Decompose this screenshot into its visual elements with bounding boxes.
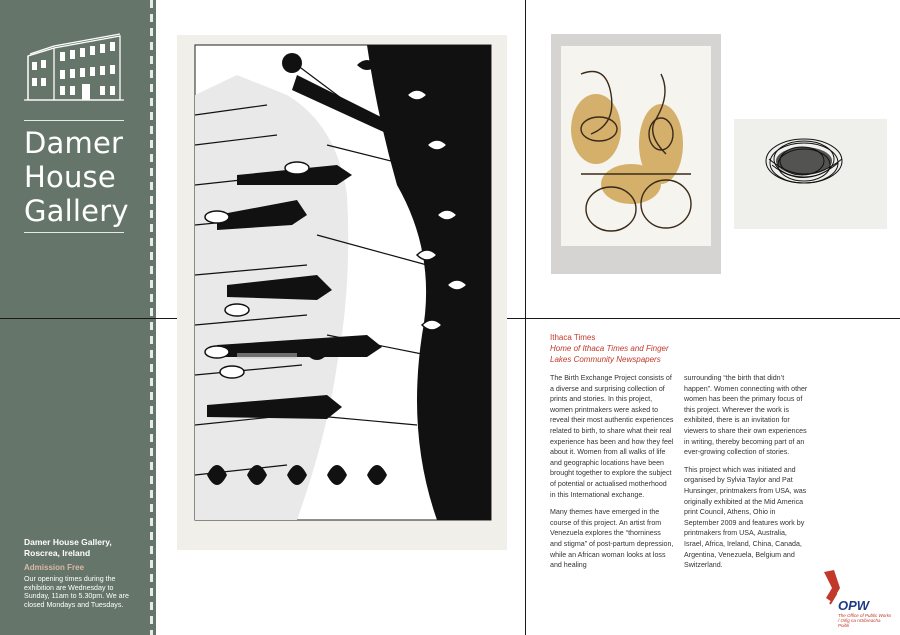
- gallery-address: [24, 537, 139, 559]
- opening-hours: Our opening times during the exhibition are Wednesday to Sunday, 11am to 5.30pm. We are closed Mondays and Tuesdays.: [24, 575, 129, 609]
- gallery-title: [24, 126, 129, 228]
- source-name: Ithaca Times: [550, 333, 596, 342]
- title-rule-top: [24, 120, 124, 121]
- admission-label: Admission Free: [24, 563, 85, 572]
- gallery-title-line-3: Gallery: [24, 194, 129, 228]
- gallery-title-line-1: Damer: [24, 126, 124, 160]
- title-rule-bottom: [24, 232, 124, 233]
- column-2-paragraph-2: This project which was initiated and organised by Sylvia Taylor and Pat Hunsinger, printmakers from USA, was originally exhibited at the Mid America print Council, Athens, Ohio in September 2009 and features work by printmakers from USA, Australia, Israel, Africa, Ireland, China, Canada, Argentina, Venezuela, Belgium and Switzerland.: [684, 465, 807, 570]
- damer-house-building-icon: [24, 26, 124, 104]
- address-line-1: Damer House Gallery,: [24, 537, 112, 547]
- article-column-1: [550, 373, 674, 578]
- opw-logo-subtitle: The Office of Public Works / Oifig na nOibreacha Poiblí: [838, 613, 892, 628]
- article-column-2: [684, 373, 808, 578]
- linocut-print-image: [177, 35, 507, 550]
- column-1-paragraph-1: The Birth Exchange Project consists of a diverse and surprising collection of prints and stories. In this project, women printmakers were asked to reveal their most authentic experiences related to birth, to share what their real experience has been and how they feel about it. Women from all walks of life and geographic locations have been brought together to explore the subject of potential or actualised motherhood in this International exchange.: [550, 374, 674, 499]
- opw-logo-text: OPW: [838, 598, 870, 613]
- gallery-title-line-2: House: [24, 160, 116, 194]
- source-subtitle: Home of Ithaca Times and Finger Lakes Community Newspapers: [550, 344, 669, 364]
- abstract-print-image: [551, 34, 721, 274]
- scribble-nest-print-image: [734, 119, 887, 229]
- address-line-2: Roscrea, Ireland: [24, 548, 91, 558]
- column-1-paragraph-2: Many themes have emerged in the course of this project. An artist from Venezuela explores the “thorniness and stigma” of post-partum depression, while an African woman looks at loss and healing: [550, 508, 674, 570]
- column-2-paragraph-1: surrounding “the birth that didn’t happen”. Women connecting with other women has been the primary focus of this project. Wherever the work is exhibited, there is an invitation for viewers to share their own experiences in writing, thereby becoming part of an ever-growing collection of stories.: [684, 374, 808, 457]
